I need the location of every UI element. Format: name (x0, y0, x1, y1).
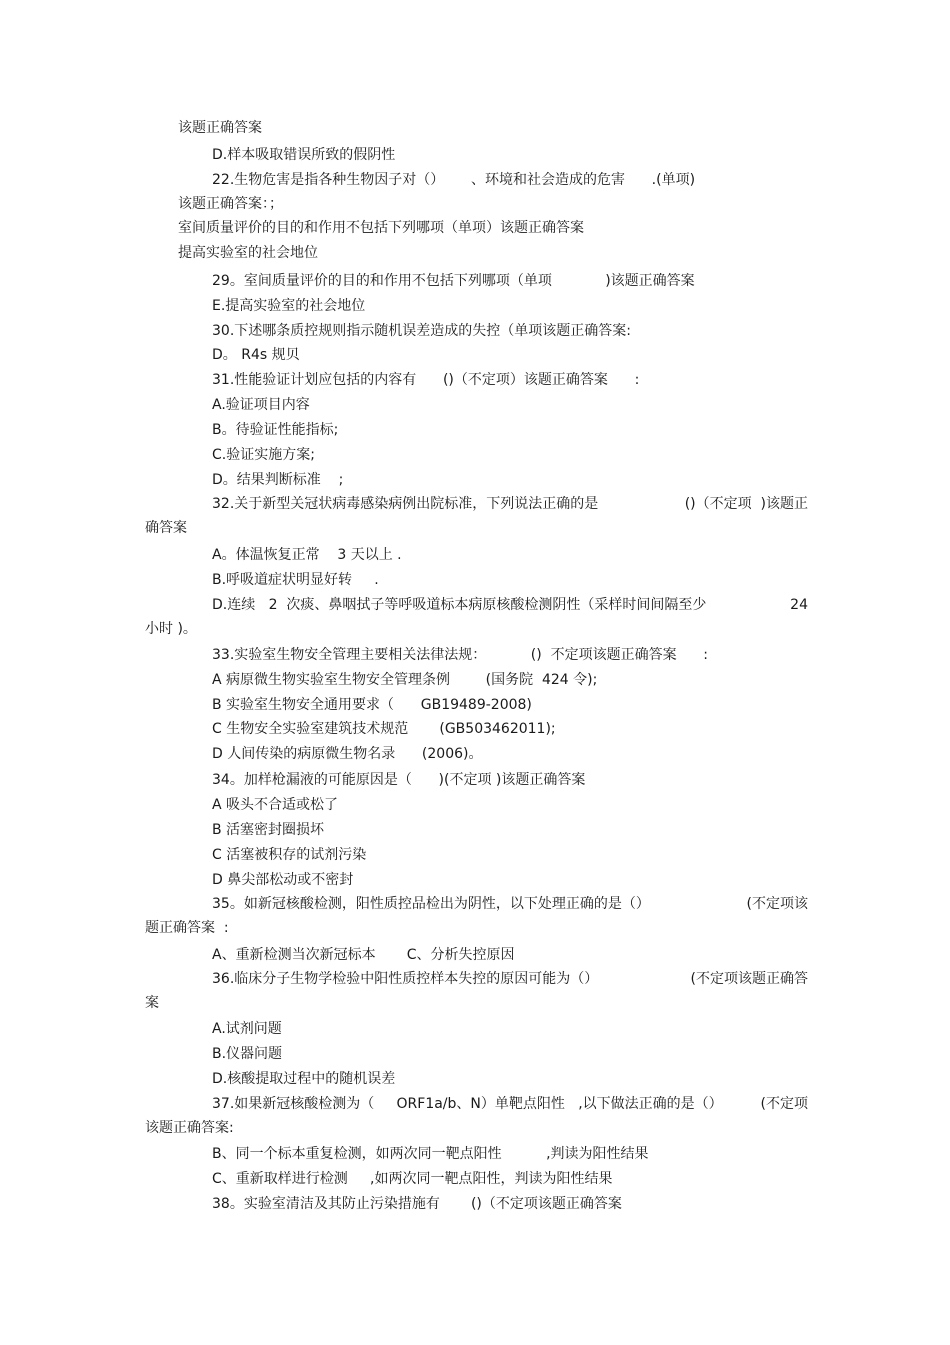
text-segment: 32.关于新型关冠状病毒感染病例出院标准，下列说法正确的是 (212, 496, 599, 512)
text-line: 小时 )。 (145, 621, 197, 637)
text-segment: 24 (790, 597, 808, 613)
text-line (212, 495, 808, 513)
text-line: A.试剂问题 (212, 1021, 282, 1037)
text-line: 22.生物危害是指各种生物因子对（） 、环境和社会造成的危害 .(单项) (212, 172, 696, 188)
text-line: A、重新检测当次新冠标本 C、分析失控原因 (212, 947, 515, 963)
text-line: 30.下述哪条质控规则指示随机误差造成的失控（单项该题正确答案: (212, 323, 631, 339)
text-line: B 活塞密封圈损坏 (212, 822, 325, 838)
text-line (212, 1095, 808, 1113)
text-line (212, 970, 808, 988)
text-segment: (不定项该 (746, 896, 808, 912)
text-line: E.提高实验室的社会地位 (212, 298, 366, 314)
text-line: B。待验证性能指标; (212, 422, 339, 438)
text-line (212, 596, 808, 614)
text-segment: (不定项该题正确答 (690, 971, 808, 987)
text-line: D 人间传染的病原微生物名录 (2006)。 (212, 746, 483, 762)
text-line: 该题正确答案: (145, 1120, 234, 1136)
text-line: A 病原微生物实验室生物安全管理条例 (国务院 424 令); (212, 672, 598, 688)
text-line: B.呼吸道症状明显好转 . (212, 572, 379, 588)
text-line: 确答案 (145, 520, 187, 536)
text-line: D。 R4s 规贝 (212, 347, 300, 363)
text-line: A 吸头不合适或松了 (212, 797, 339, 813)
text-segment: ()（不定项 )该题正 (684, 496, 808, 512)
text-line: C.验证实施方案; (212, 447, 315, 463)
text-line: 38。实验室清洁及其防止污染措施有 ()（不定项该题正确答案 (212, 1196, 622, 1212)
text-line: C、重新取样进行检测 ,如两次同一靶点阳性，判读为阳性结果 (212, 1171, 613, 1187)
text-line: B.仪器问题 (212, 1046, 283, 1062)
text-line: 31.性能验证计划应包括的内容有 ()（不定项）该题正确答案 : (212, 372, 640, 388)
text-line (212, 895, 808, 913)
text-segment: (不定项 (760, 1096, 808, 1112)
text-line: C 生物安全实验室建筑技术规范 (GB503462011); (212, 721, 556, 737)
text-line: B、同一个标本重复检测，如两次同一靶点阳性 ,判读为阳性结果 (212, 1146, 649, 1162)
text-line: 29。室间质量评价的目的和作用不包括下列哪项（单项 )该题正确答案 (212, 273, 695, 289)
text-line: 题正确答案 : (145, 920, 229, 936)
text-line: D。结果判断标准 ; (212, 472, 344, 488)
text-line: 该题正确答案 (178, 120, 262, 136)
text-line: D 鼻尖部松动或不密封 (212, 872, 354, 888)
text-line: 室间质量评价的目的和作用不包括下列哪项（单项）该题正确答案 (178, 220, 584, 236)
text-line: 该题正确答案：； (178, 196, 283, 212)
text-line: 33.实验室生物安全管理主要相关法律法规： () 不定项该题正确答案 : (212, 647, 709, 663)
text-line: D.核酸提取过程中的随机误差 (212, 1071, 396, 1087)
text-line: 提高实验室的社会地位 (178, 245, 318, 261)
text-segment: 37.如果新冠核酸检测为（ ORF1a/b、N）单靶点阳性 ,以下做法正确的是（） (212, 1096, 723, 1112)
text-line: D.样本吸取错误所致的假阴性 (212, 147, 396, 163)
text-line: B 实验室生物安全通用要求（ GB19489-2008) (212, 697, 532, 713)
text-line: 案 (145, 995, 159, 1011)
text-line: 34。加样枪漏液的可能原因是（ )(不定项 )该题正确答案 (212, 772, 586, 788)
text-segment: D.连续 2 次痰、鼻咽拭子等呼吸道标本病原核酸检测阴性（采样时间间隔至少 (212, 597, 707, 613)
text-segment: 36.临床分子生物学检验中阳性质控样本失控的原因可能为（） (212, 971, 599, 987)
text-line: A.验证项目内容 (212, 397, 310, 413)
text-line: A。体温恢复正常 3 天以上 . (212, 547, 402, 563)
text-segment: 35。如新冠核酸检测，阳性质控品检出为阴性，以下处理正确的是（） (212, 896, 650, 912)
text-line: C 活塞被积存的试剂污染 (212, 847, 367, 863)
